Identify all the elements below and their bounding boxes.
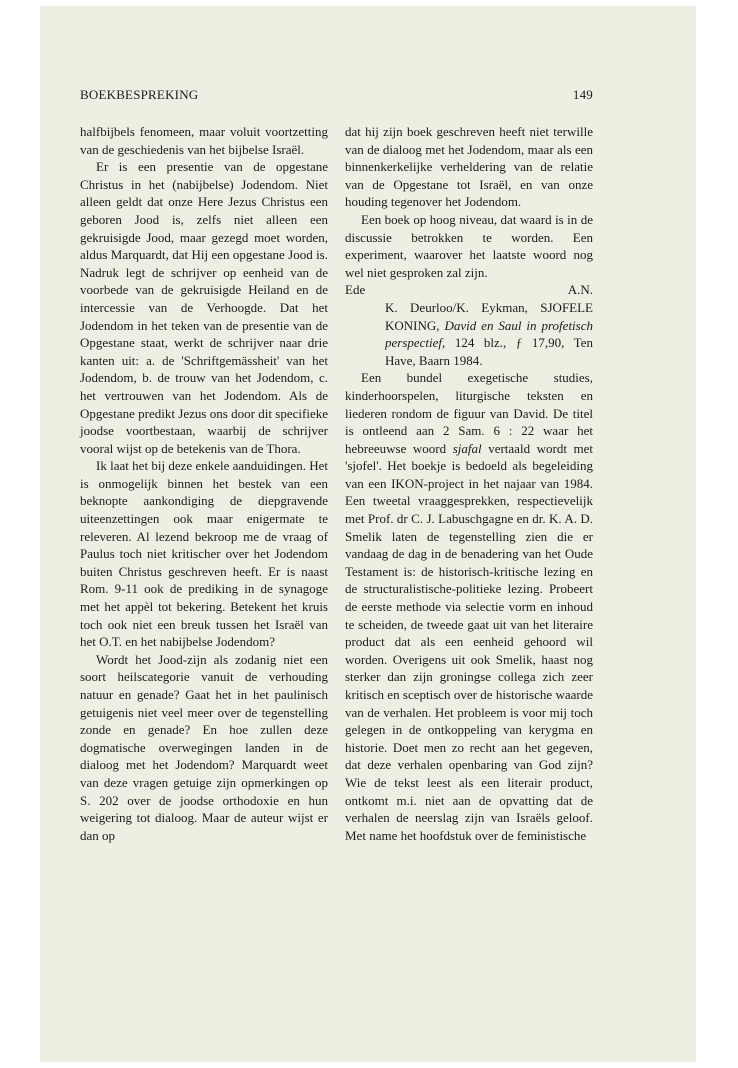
left-paragraph-4: Wordt het Jood-zijn als zodanig niet een soort heilscategorie vanuit de verhouding natuur en genade? Gaat het in het paulinisch getuigenis niet veel meer over de tegenstelling zonde en genade? En hoe zullen deze dogmatische overwegingen landen in de dialoog met het Jodendom? Marquardt weet van deze vragen getuige zijn opmerkingen op S. 202 over de joodse orthodoxie en hun weigering tot dialoog. Maar de auteur wijst er dan op	[80, 651, 328, 843]
book-details: 124 blz.,	[454, 335, 507, 351]
right-paragraph-1: dat hij zijn boek geschreven heeft niet terwille van de dialoog met het Jodendom, maar als een binnenkerkelijke verheldering van de relatie van de Opgestane tot Israël, en van onze houding tegenover het Jodendom.	[345, 124, 593, 210]
right-paragraph-2: Een boek op hoog niveau, dat waard is in de discussie betrokken te worden. Een experiment, waarover het laatste woord nog wel niet gesproken zal zijn.	[345, 211, 593, 280]
review-text-start: Een bundel exegetische studies, kinderhoorspelen, liturgische teksten en liederen rondom de figuur van David. De titel is ontleend aan 2 Sam. 6 : 22 waar het hebreeuwse woord	[345, 370, 593, 456]
hebrew-word: sjafal	[452, 440, 482, 456]
left-paragraph-1: halfbijbels fenomeen, maar voluit voortzetting van de geschiedenis van het bijbelse Israël.	[80, 124, 328, 157]
book-authors-title: K. Deurloo/K. Eykman, SJOFELE KONING,	[385, 299, 593, 333]
section-title: BOEKBESPREKING	[80, 87, 199, 102]
review-signature	[345, 281, 593, 299]
signature-initials: A.N.	[567, 282, 593, 298]
left-column	[80, 123, 328, 844]
signature-place: Ede	[345, 282, 366, 298]
running-header	[80, 87, 593, 107]
right-paragraph-3	[345, 369, 593, 844]
left-paragraph-3: Ik laat het bij deze enkele aanduidingen. Het is onmogelijk binnen het bestek van een beknopte aankondiging de diepgravende uiteenzettingen ook maar enigermate te releveren. Al lezend bekroop me de vraag of Paulus toch niet kritischer over het Jodendom buiten Christus geschreven heeft. Er is naast Rom. 9-11 ook de prediking in de synagoge met het appèl tot bekering. Betekent het kruis toch ook niet een breuk tussen het Israël van het O.T. en het nabijbelse Jodendom?	[80, 458, 328, 650]
page-number: 149	[572, 87, 593, 102]
book-subtitle: David en Saul in profetisch perspectief,	[385, 317, 593, 351]
book-entry-heading	[345, 299, 593, 369]
book-price-publisher: ƒ 17,90, Ten Have, Baarn 1984.	[385, 335, 593, 368]
review-text-rest: vertaald wordt met 'sjofel'. Het boekje is bedoeld als begeleiding van een IKON-project in het najaar van 1984. Een tweetal vraaggesprekken, respectievelijk met Prof. dr C. J. Labuschgagne en dr. K. A. D. Smelik laten de tegenstelling zien die er vandaag de dag in de benadering van het Oude Testament is: de historisch-kritische lezing en de structuralistische-politieke lezing. Probeert de eerste methode via selectie vorm en inhoud te scheiden, de tweede gaat uit van het literaire product dat als een eenheid gehoord wil worden. Overigens uit ook Smelik, haast nog sterker dan zijn groningse collega zich zeer kritisch en sceptisch over de historische waarde van de verhalen. Het probleem is voor mij toch gelegen in de ontkoppeling van kerygma en historie. Doet men zo recht aan het gegeven, dat deze verhalen openbaring van God zijn? Wie de tekst leest als een literair product, ontkomt m.i. niet aan de opvatting dat de verhalen de neerslag zijn van Israëls geloof. Met name het hoofdstuk over de feministische	[345, 440, 594, 843]
left-paragraph-2: Er is een presentie van de opgestane Christus in het (nabijbelse) Jodendom. Niet alleen geldt dat onze Here Jezus Christus een geboren Jood is, zelfs niet alleen een gekruisigde Jood, maar gezegd moet worden, aldus Marquardt, dat Hij een opgestane Jood is. Nadruk legt de schrijver op eenheid van de voorbede van de gekruisigde Heiland en de intercessie van de Verhoogde. Dat het Jodendom in het teken van de presentie van de Opgestane staat, werkt de schrijver naar drie kanten uit: a. de 'Schriftgemässheit' van het Jodendom, b. de trouw van het Jodendom, c. het vertrouwen van het Jodendom. Als de Opgestane predikt Jezus ons door dit specifieke joodse voortbestaan, waarbij de schrijver vooral wijst op de betekenis van de Thora.	[80, 159, 328, 456]
right-column	[345, 123, 593, 844]
